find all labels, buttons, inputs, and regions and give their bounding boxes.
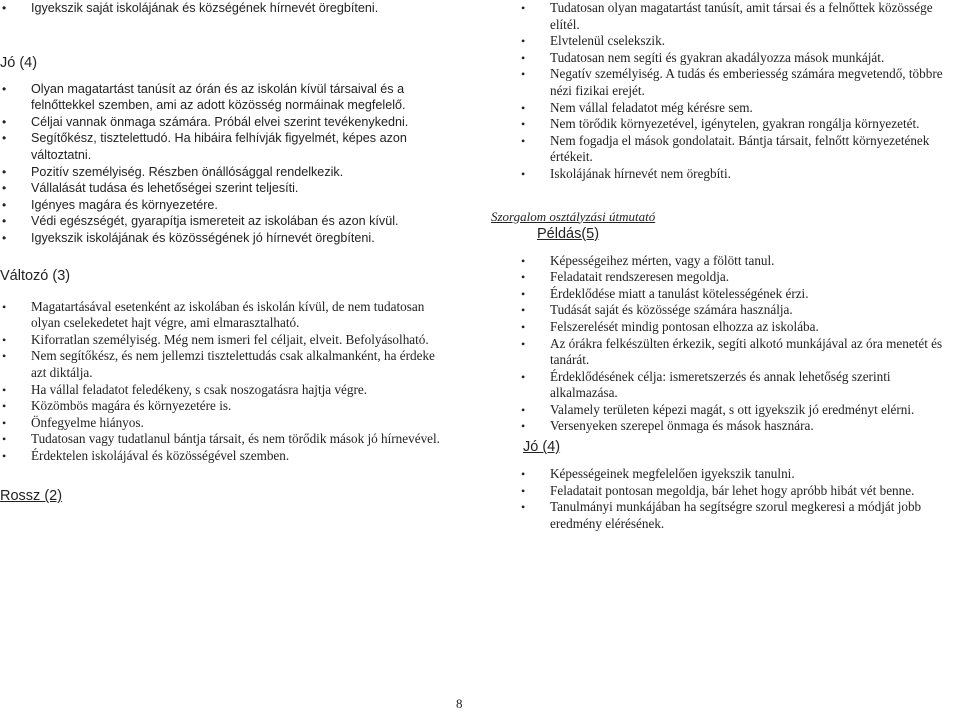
list-item: • Segítőkész, tisztelettudó. Ha hibáira felhívják figyelmét, képes azon változtatni. [2, 131, 407, 162]
bullet-icon: • [521, 1, 526, 15]
bullet-icon: • [521, 67, 526, 82]
list-item: • Feladatait pontosan megoldja, bár lehet hogy apróbb hibát vét benne. [521, 482, 915, 498]
bullet-icon: • [521, 419, 526, 434]
bullet-icon: • [521, 253, 526, 268]
list-item: • Tudását saját és közössége számára használja. [521, 302, 793, 318]
list-jo [0, 81, 448, 247]
bullet-icon: • [2, 1, 7, 15]
bullet-icon: • [2, 164, 7, 179]
bullet-icon: • [521, 34, 526, 49]
bullet-icon: • [2, 332, 7, 347]
bullet-icon: • [2, 131, 7, 146]
section-heading-rossz: Rossz (2) [0, 488, 63, 505]
list-item: • Képességeihez mérten, vagy a fölött tanul. [521, 252, 775, 268]
list-item: • Ha vállal feladatot feledékeny, s csak noszogatásra hajtja végre. [2, 381, 368, 397]
guide-title: Szorgalom osztályzási útmutató [491, 208, 656, 224]
bullet-icon: • [2, 214, 7, 229]
bullet-icon: • [521, 117, 526, 132]
list-item: • Nem fogadja el mások gondolatait. Bántja társait, felnőtt környezetének értékeit. [521, 132, 930, 165]
list-peldas [491, 253, 955, 436]
list-item: • Céljai vannak önmaga számára. Próbál elvei szerint tevékenykedni. [2, 114, 409, 129]
bullet-icon: • [521, 500, 526, 515]
list-item: • Nem vállal feladatot még kérésre sem. [521, 99, 753, 115]
list-item: • Igyekszik iskolájának és közösségének jó hírnevét öregbíteni. [2, 230, 375, 245]
list-item: • Védi egészségét, gyarapítja ismereteit az iskolában és azon kívül. [2, 214, 399, 229]
list-item: • Versenyeken szerepel önmaga és mások hasznára. [521, 418, 814, 434]
top-list-right [491, 0, 955, 183]
right-column [491, 0, 955, 532]
section-heading-jo: Jó (4) [0, 54, 38, 71]
bullet-icon: • [2, 415, 7, 430]
bullet-icon: • [521, 336, 526, 351]
list-item: • Valamely területen képezi magát, s ott igyekszik jó eredményt elérni. [521, 401, 915, 417]
list-item: • Feladatait rendszeresen megoldja. [521, 269, 730, 285]
list-item: • Képességeinek megfelelően igyekszik tanulni. [521, 466, 795, 482]
list-item: • Érdeklődésének célja: ismeretszerzés és annak lehetőség szerinti alkalmazása. [521, 368, 891, 401]
bullet-icon: • [521, 100, 526, 115]
list-item: • Felszerelését mindig pontosan elhozza az iskolába. [521, 318, 819, 334]
list-item: • Tudatosan vagy tudatlanul bántja társait, és nem törődik mások jó hírnevével. [2, 431, 440, 447]
bullet-icon: • [521, 483, 526, 498]
page-number: 8 [456, 696, 463, 711]
list-item: • Tudatosan nem segíti és gyakran akadályozza mások munkáját. [521, 49, 885, 65]
list-item: • Igyekszik saját iskolájának és községének hírnevét öregbíteni. [2, 1, 379, 15]
bullet-icon: • [521, 270, 526, 285]
list-item: • Iskolájának hírnevét nem öregbíti. [521, 165, 731, 181]
bullet-icon: • [521, 402, 526, 417]
bullet-icon: • [521, 369, 526, 384]
bullet-icon: • [2, 230, 7, 245]
bullet-icon: • [2, 114, 7, 129]
bullet-icon: • [521, 286, 526, 301]
bullet-icon: • [521, 467, 526, 482]
list-item: • Pozitív személyiség. Részben önállósággal rendelkezik. [2, 164, 344, 179]
list-item: • Igényes magára és környezetére. [2, 197, 218, 212]
bullet-icon: • [521, 50, 526, 65]
list-item: • Tudatosan olyan magatartást tanúsít, amit társai és a felnőttek közössége elítél. [521, 0, 933, 32]
list-item: • Közömbös magára és környezetére is. [2, 398, 232, 414]
bullet-icon: • [2, 432, 7, 447]
list-item: • Magatartásával esetenként az iskolában és iskolán kívül, de nem tudatosan olyan cselekedetet hajt végre, ami elmarasztalható. [2, 298, 425, 331]
bullet-icon: • [2, 448, 7, 463]
list-item: • Elvtelenül cselekszik. [521, 33, 665, 49]
section-heading-jo-right: Jó (4) [523, 439, 561, 456]
bullet-icon: • [2, 399, 7, 414]
list-item: • Nem segítőkész, és nem jellemzi tisztelettudás csak alkalmanként, ha érdeke azt diktálja. [2, 348, 435, 380]
section-heading-valtozo: Változó (3) [0, 267, 71, 284]
list-item: • Érdektelen iskolájával és közösségével szemben. [2, 447, 290, 463]
list-item: • Nem törődik környezetével, igénytelen, gyakran rongálja környezetét. [521, 116, 920, 132]
top-list-left [0, 0, 448, 17]
section-heading-peldas: Példás(5) [537, 225, 600, 242]
bullet-icon: • [521, 133, 526, 148]
bullet-icon: • [521, 166, 526, 181]
list-item: • Érdeklődése miatt a tanulást kötelességének érzi. [521, 285, 809, 301]
list-item: • Vállalását tudása és lehetőségei szerint teljesíti. [2, 181, 299, 196]
bullet-icon: • [2, 299, 7, 314]
bullet-icon: • [2, 349, 7, 364]
list-item: • Önfegyelme hiányos. [2, 414, 144, 430]
left-column [0, 0, 448, 505]
list-item: • Olyan magatartást tanúsít az órán és az iskolán kívül társaival és a felnőttekkel szemben, ami az adott közösség normáinak megfelelő. [2, 81, 406, 113]
list-jo-right [491, 466, 955, 532]
bullet-icon: • [2, 197, 7, 212]
list-valtozo [0, 299, 448, 465]
bullet-icon: • [521, 303, 526, 318]
bullet-icon: • [521, 319, 526, 334]
list-item: • Kiforratlan személyiség. Még nem ismeri fel céljait, elveit. Befolyásolható. [2, 331, 429, 347]
list-item: • Tanulmányi munkájában ha segítségre szorul megkeresi a módját jobb eredmény elérésének. [521, 499, 922, 531]
list-item: • Negatív személyiség. A tudás és emberiesség számára megvetendő, többre nézi fizikai erejét. [521, 66, 943, 98]
bullet-icon: • [2, 81, 7, 96]
bullet-icon: • [2, 382, 7, 397]
list-item: • Az órákra felkészülten érkezik, segíti alkotó munkájával az óra menetét és tanárát. [521, 335, 943, 368]
bullet-icon: • [2, 181, 7, 196]
